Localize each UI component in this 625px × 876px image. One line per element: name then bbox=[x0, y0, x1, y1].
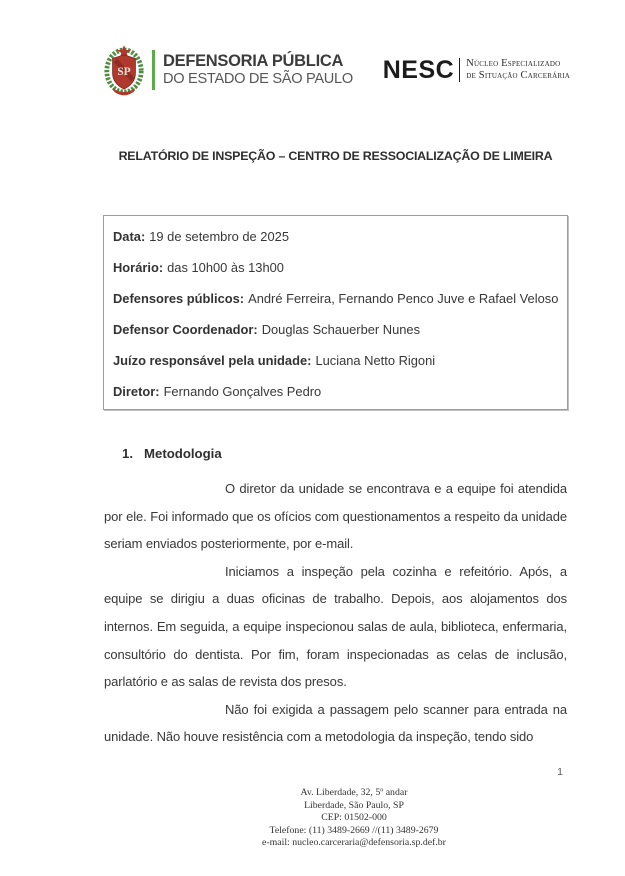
nesc-logo bbox=[383, 56, 570, 85]
info-value: Fernando Gonçalves Pedro bbox=[163, 384, 322, 399]
info-label: Data: bbox=[113, 229, 146, 244]
section-metodologia bbox=[104, 446, 567, 751]
info-row-horario bbox=[113, 252, 558, 283]
body-paragraph: O diretor da unidade se encontrava e a equipe foi atendida por ele. Foi informado que os ofícios com questionamentos a respeito da unidade seriam enviados posteriormente, por e-mail. bbox=[104, 481, 567, 552]
logo-divider-bar bbox=[152, 50, 155, 90]
info-row-diretor bbox=[113, 376, 558, 407]
page-header bbox=[103, 43, 570, 97]
info-value: 19 de setembro de 2025 bbox=[149, 229, 289, 244]
section-heading-label: Metodologia bbox=[144, 446, 222, 461]
section-body bbox=[104, 475, 567, 751]
body-paragraph: Iniciamos a inspeção pela cozinha e refeitório. Após, a equipe se dirigiu a duas oficinas de trabalho. Depois, aos alojamentos dos internos. Em seguida, a equipe inspecionou salas de aula, biblioteca, enfermaria, consultório do dentista. Por fim, foram inspecionadas as celas de inclusão, parlatório e as salas de revista dos presos. bbox=[104, 563, 567, 690]
footer-address-line: Av. Liberdade, 32, 5º andar bbox=[300, 787, 408, 798]
page-number: 1 bbox=[557, 766, 563, 778]
defensoria-logo-text bbox=[163, 52, 353, 88]
section-heading bbox=[122, 446, 567, 461]
coat-of-arms-icon bbox=[103, 44, 145, 96]
info-label: Defensores públicos: bbox=[113, 291, 245, 306]
info-label: Juízo responsável pela unidade: bbox=[113, 353, 312, 368]
nesc-subtitle bbox=[466, 58, 570, 83]
info-value: Douglas Schauerber Nunes bbox=[261, 322, 421, 337]
footer-address-block bbox=[84, 787, 624, 850]
body-paragraph: Não foi exigida a passagem pelo scanner para entrada na unidade. Não houve resistência com a metodologia da inspeção, tendo sido bbox=[104, 701, 567, 745]
footer-address-line: Liberdade, São Paulo, SP bbox=[304, 799, 404, 811]
document-title: RELATÓRIO DE INSPEÇÃO – CENTRO DE RESSOCIALIZAÇÃO DE LIMEIRA bbox=[118, 149, 553, 163]
info-row-coordenador bbox=[113, 314, 558, 345]
info-row-juizo bbox=[113, 345, 558, 376]
info-row-data bbox=[113, 221, 558, 252]
info-row-defensores bbox=[113, 283, 558, 314]
svg-text:SP: SP bbox=[117, 65, 131, 78]
defensoria-logo bbox=[103, 44, 353, 96]
info-value: das 10h00 às 13h00 bbox=[167, 260, 284, 275]
info-value: Luciana Netto Rigoni bbox=[315, 353, 436, 368]
footer-phone-line: Telefone: (11) 3489-2669 //(11) 3489-2679 bbox=[269, 824, 439, 836]
inspection-info-box bbox=[103, 215, 568, 410]
defensoria-name-line2: DO ESTADO DE SÃO PAULO bbox=[163, 71, 353, 87]
nesc-subtitle-line1: Núcleo Especializado bbox=[466, 57, 561, 69]
info-label: Horário: bbox=[113, 260, 164, 275]
nesc-acronym: NESC bbox=[382, 55, 455, 84]
footer-cep-line: CEP: 01502-000 bbox=[321, 812, 387, 824]
nesc-divider-bar bbox=[459, 58, 460, 82]
footer-email-line: e-mail: nucleo.carceraria@defensoria.sp.def.br bbox=[262, 837, 446, 849]
info-value: André Ferreira, Fernando Penco Juve e Rafael Veloso bbox=[248, 291, 559, 306]
info-label: Diretor: bbox=[113, 384, 160, 399]
defensoria-name-line1: DEFENSORIA PÚBLICA bbox=[163, 52, 344, 70]
section-number: 1. bbox=[122, 446, 133, 461]
info-label: Defensor Coordenador: bbox=[113, 322, 258, 337]
nesc-subtitle-line2: de Situação Carcerária bbox=[466, 70, 570, 81]
